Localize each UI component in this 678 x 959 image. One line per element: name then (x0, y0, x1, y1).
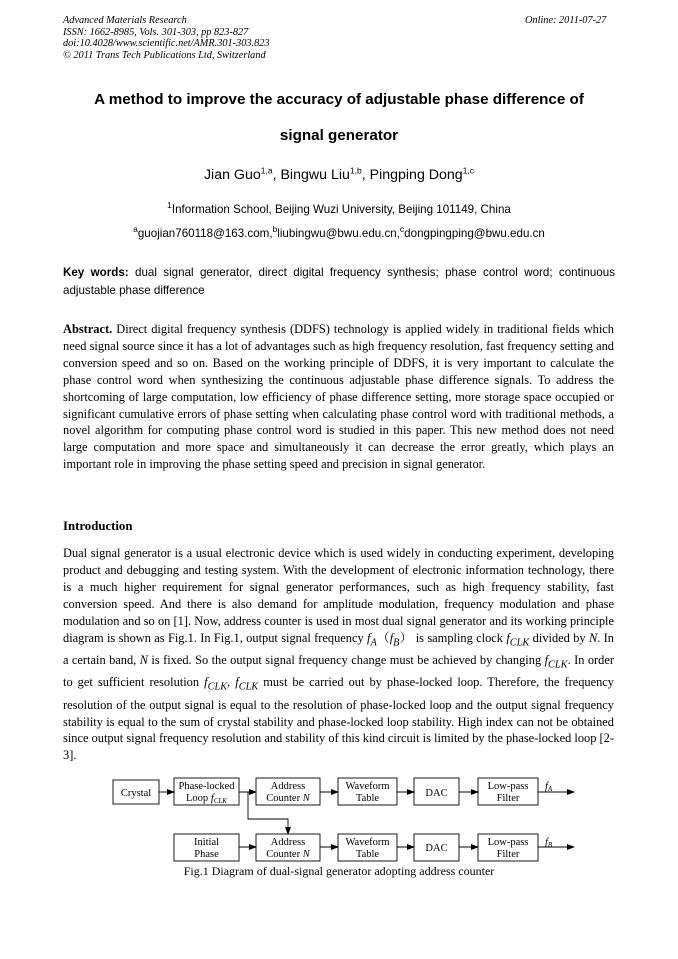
abstract-text: Direct digital frequency synthesis (DDFS) technology is applied widely in traditional fields which need signal source since it has a lot of advantages such as high frequency resolution, fast frequency setting and conversion speed and so on. Based on the working principle of DDFS, it is very important to calculate the phase control word when synthesizing the continuous adjustable phase difference signals. To address the shortcoming of large computation, low efficiency of phase difference setting, more storage space occupied or significant cumulative errors of phase setting when calculating phase control word with traditional methods, a novel algorithm for computing phase control word is studied in this paper. This new method does not need large computation and more space and simultaneously it can decrease the error greatly, which plays an important role in improving the phase setting speed and precision in signal generator. (63, 322, 614, 472)
math-sub: CLK (548, 659, 568, 671)
math-var: f (204, 675, 208, 690)
author-affil-sup: 1,c (462, 165, 475, 176)
email-address: guojian760118@163.com, (137, 227, 273, 240)
email-address: dongpingping@bwu.edu.cn (404, 227, 545, 240)
block-label: Phase (194, 849, 219, 860)
math-sub: B (393, 637, 400, 648)
affiliation-sup: 1 (167, 200, 172, 211)
block-label: Low-pass (487, 837, 529, 848)
author-name: Bingwu Liu (280, 167, 350, 183)
math-sub: CLK (207, 681, 228, 693)
author-separator: , (272, 167, 281, 183)
block-label: Address (270, 781, 306, 792)
email-sup: c (399, 224, 405, 235)
email-sup: b (272, 224, 278, 235)
math-sub: CLK (509, 637, 530, 648)
keywords-text: dual signal generator, direct digital frequency synthesis; phase control word; continuous adjustable phase difference (63, 266, 615, 297)
math-var: f (544, 652, 549, 667)
author-separator: , (361, 167, 370, 183)
block-label: Counter N (266, 793, 310, 804)
doi-line: doi:10.4028/www.scientific.net/AMR.301-303.823 (63, 38, 270, 49)
block-label: Loop fCLK (186, 793, 227, 805)
paper-title-line-1: A method to improve the accuracy of adjustable phase difference of (94, 91, 584, 108)
block-label: Filter (496, 793, 520, 804)
abstract-label: Abstract. (63, 322, 113, 336)
section-heading-introduction: Introduction (63, 519, 133, 533)
math-var: f (235, 675, 239, 690)
affiliation-text: Information School, Beijing Wuzi University, Beijing 101149, China (171, 203, 511, 216)
body-text: is fixed. So the output signal frequency change must be achieved by changing (147, 652, 545, 667)
body-text: must be carried out by phase-locked loop. Therefore, the frequency resolution of the output signal is equal to the resolution of phase-locked loop and the output signal frequency stability is equal to the sum of crystal stability and phase-locked loop stability. High index can not be obtained since output signal frequency resolution and stability of this kind circuit is limited by the phase-locked loop [2-3]. (63, 675, 614, 763)
body-text: divided by (529, 630, 589, 645)
body-text: . In a certain band, (63, 630, 614, 667)
figure-caption: Fig.1 Diagram of dual-signal generator adopting address counter (183, 864, 495, 878)
block-label: Waveform (345, 781, 390, 792)
block-label: Address (270, 837, 306, 848)
body-text: . In order to get sufficient resolution (63, 652, 614, 690)
paper-title-line-2: signal generator (279, 127, 399, 144)
block-label: Waveform (345, 837, 390, 848)
body-text: is sampling clock (412, 630, 507, 645)
math-var: f (367, 630, 371, 645)
email-address: liubingwu@bwu.edu.cn, (277, 227, 400, 240)
block-label: Initial (193, 837, 220, 848)
body-text: Dual signal generator is a usual electronic device which is used widely in conducting experiment, developing product and debugging and testing system. With the development of electronic information technology, there is a much higher requirement for signal generator performances, such as high frequency stability, fast conversion speed. And there is also demand for amplitude modulation, frequency modulation and phase modulation and so on [1]. Now, address counter is used in most dual signal generator and its working principle diagram is shown as Fig.1. In Fig.1, output signal frequency (63, 546, 614, 645)
block-label: Filter (496, 849, 520, 860)
copyright-line: © 2011 Trans Tech Publications Ltd, Switzerland (63, 49, 266, 61)
output-label: fA (545, 781, 553, 793)
author-name: Jian Guo (203, 167, 261, 183)
body-text: （ (376, 630, 390, 645)
block-label: Low-pass (487, 781, 529, 792)
email-sup: a (133, 224, 138, 235)
math-var: f (389, 630, 394, 645)
body-text: , (227, 675, 236, 690)
math-sub: CLK (238, 681, 259, 693)
author-affil-sup: 1,b (349, 165, 362, 176)
author-name: Pingping Dong (369, 167, 463, 183)
journal-name: Advanced Materials Research (63, 15, 187, 26)
block-label: Crystal (120, 788, 152, 799)
math-var: N (139, 652, 148, 667)
block-label: Counter N (266, 849, 310, 860)
block-label: DAC (425, 788, 448, 799)
math-var: f (506, 630, 510, 645)
block-label: Phase-locked (178, 781, 235, 792)
author-affil-sup: 1,a (260, 165, 273, 176)
online-date: Online: 2011-07-27 (525, 15, 607, 26)
keywords-label: Key words: (63, 266, 129, 279)
math-sub: A (370, 637, 377, 648)
issn-line: ISSN: 1662-8985, Vols. 301-303, pp 823-827 (63, 26, 249, 38)
output-label: fB (545, 837, 553, 849)
block-label: Table (355, 849, 380, 860)
math-var: N (588, 630, 598, 645)
body-text: ） (399, 630, 413, 645)
block-label: DAC (425, 843, 448, 854)
block-label: Table (355, 793, 380, 804)
